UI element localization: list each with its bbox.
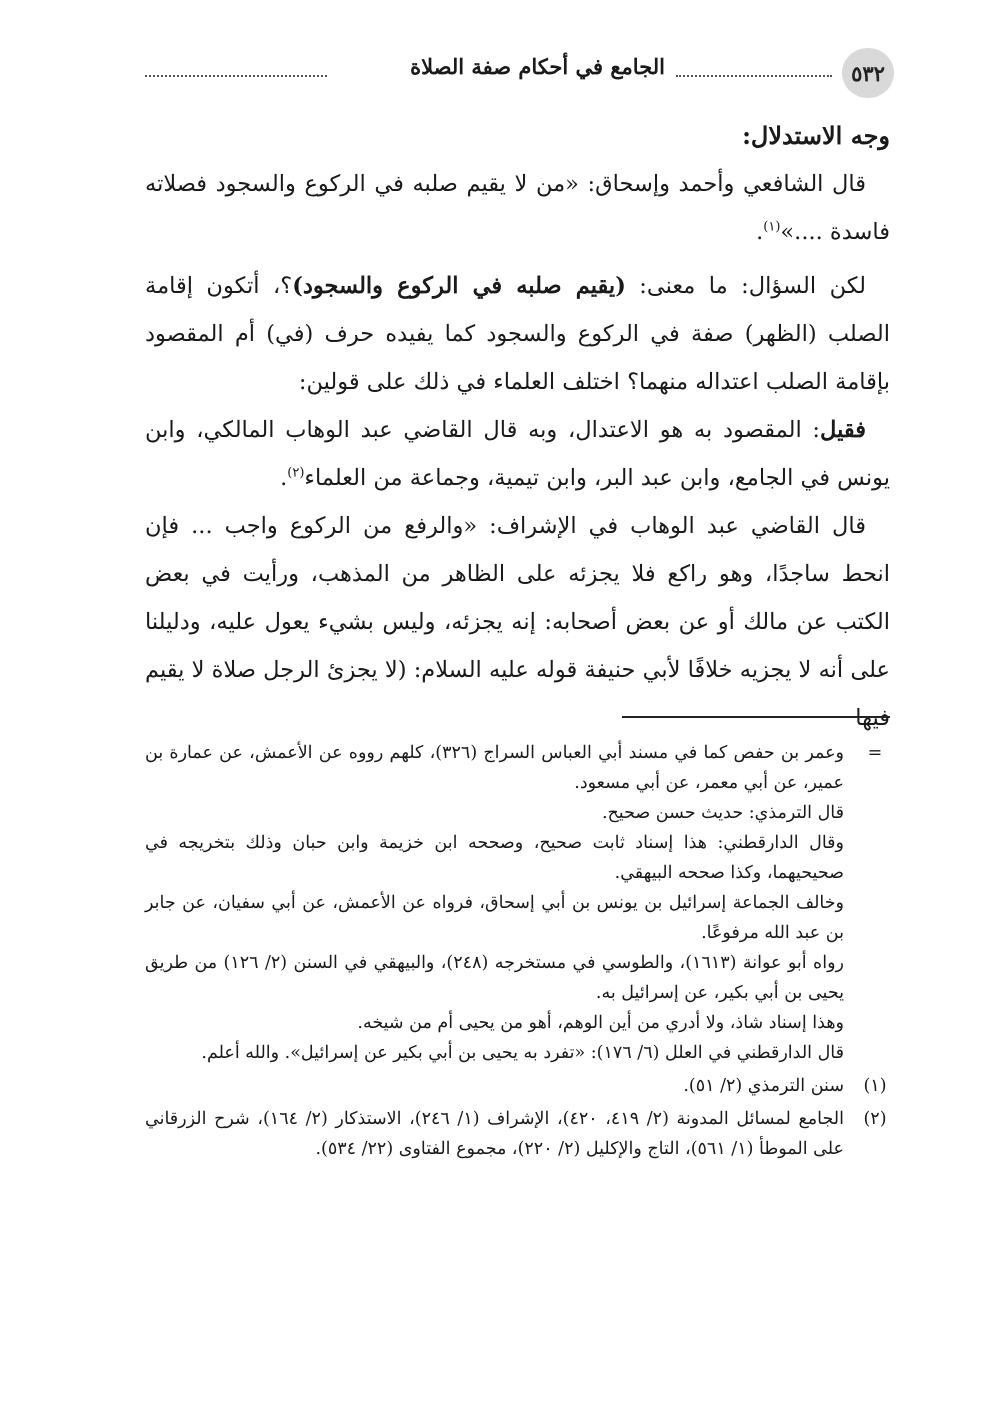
- footnote-cont-line-5: رواه أبو عوانة (١٦١٣)، والطوسي في مستخرجه (٢٤٨)، والبيهقي في السنن (٢/ ١٢٦) من طريق يحيى بن أبي بكير، عن إسرائيل به.: [145, 953, 844, 1003]
- main-text: [145, 112, 890, 742]
- footnote-2-marker: (٢): [863, 1109, 887, 1129]
- footnote-cont-line-6: وهذا إسناد شاذ، ولا أدري من أين الوهم، أهو من يحيى أم من شيخه.: [357, 1013, 844, 1033]
- footnote-2: [145, 1104, 890, 1164]
- book-title: الجامع في أحكام صفة الصلاة: [410, 54, 665, 79]
- footnote-separator: [622, 716, 890, 718]
- footnote-cont-line-7: قال الدارقطني في العلل (٦/ ١٧٦): «تفرد به يحيى بن أبي بكير عن إسرائيل». والله أعلم.: [201, 1043, 844, 1063]
- footnote-cont-line-4: وخالف الجماعة إسرائيل بن يونس بن أبي إسحاق، فرواه عن الأعمش، عن أبي سفيان، عن جابر بن عبد الله مرفوعًا.: [145, 893, 844, 943]
- paragraph-3-end: .: [280, 465, 288, 491]
- running-header: [145, 48, 890, 98]
- paragraph-1-text: قال الشافعي وأحمد وإسحاق: «من لا يقيم صلبه في الركوع والسجود فصلاته فاسدة ....»: [145, 171, 890, 245]
- footnote-cont-line-2: قال الترمذي: حديث حسن صحيح.: [601, 803, 844, 823]
- footnote-2-text: الجامع لمسائل المدونة (٢/ ٤١٩، ٤٢٠)، الإشراف (١/ ٢٤٦)، الاستذكار (٢/ ١٦٤)، شرح الزرقاني على الموطأ (١/ ٥٦١)، التاج والإكليل (٢/ ٢٢٠)، مجموع الفتاوى (٢٢/ ٥٣٤).: [145, 1109, 844, 1159]
- paragraph-1: [145, 160, 890, 256]
- continuation-marker: =: [867, 743, 883, 763]
- header-dotted-rule-left: [145, 75, 327, 77]
- paragraph-3: [145, 406, 890, 502]
- paragraph-3-lead: فقيل: [820, 417, 866, 443]
- footnote-ref-2[interactable]: (٢): [287, 465, 305, 481]
- footnote-cont-line-3: وقال الدارقطني: هذا إسناد ثابت صحيح، وصححه ابن خزيمة وابن حبان وذلك بتخريجه في صحيحيهما، وكذا صححه البيهقي.: [145, 833, 844, 883]
- paragraph-1-end: .: [756, 219, 764, 245]
- footnote-1-marker: (١): [863, 1076, 887, 1096]
- paragraph-2-emphasis: (يقيم صلبه في الركوع والسجود): [292, 273, 626, 299]
- footnote-continuation: [145, 738, 890, 1068]
- document-page: [145, 0, 890, 1417]
- paragraph-2-start: لكن السؤال: ما معنى:: [625, 273, 866, 299]
- header-dotted-rule-right: [676, 75, 832, 77]
- page-number-badge: ٥٣٢: [842, 48, 894, 98]
- footnote-ref-1[interactable]: (١): [763, 219, 781, 235]
- paragraph-2: [145, 262, 890, 406]
- footnotes: [145, 738, 890, 1164]
- footnote-1-text: سنن الترمذي (٢/ ٥١).: [683, 1076, 844, 1096]
- footnote-cont-line-1: وعمر بن حفص كما في مسند أبي العباس السراج (٣٢٦)، كلهم رووه عن الأعمش، عن عمارة بن عمير، عن أبي معمر، عن أبي مسعود.: [145, 743, 844, 793]
- section-heading: وجه الاستدلال:: [742, 121, 890, 150]
- paragraph-4: قال القاضي عبد الوهاب في الإشراف: «والرفع من الركوع واجب ... فإن انحط ساجدًا، وهو راكع فلا يجزئه على الظاهر من المذهب، ورأيت في بعض الكتب عن مالك أو عن بعض أصحابه: إنه يجزئه، وليس بشيء يعول عليه، ودليلنا على أنه لا يجزيه خلافًا لأبي حنيفة قوله عليه السلام: (لا يجزئ الرجل صلاة لا يقيم فيها: [145, 513, 890, 731]
- footnote-1: [145, 1071, 890, 1101]
- paragraph-3-rest: : المقصود به هو الاعتدال، وبه قال القاضي عبد الوهاب المالكي، وابن يونس في الجامع، وابن عبد البر، وابن تيمية، وجماعة من العلماء: [145, 417, 890, 491]
- paragraph-2-rest: ؟، أتكون إقامة الصلب (الظهر) صفة في الركوع والسجود كما يفيده حرف (في) أم المقصود بإقامة الصلب اعتداله منهما؟ اختلف العلماء في ذلك على قولين:: [145, 273, 890, 395]
